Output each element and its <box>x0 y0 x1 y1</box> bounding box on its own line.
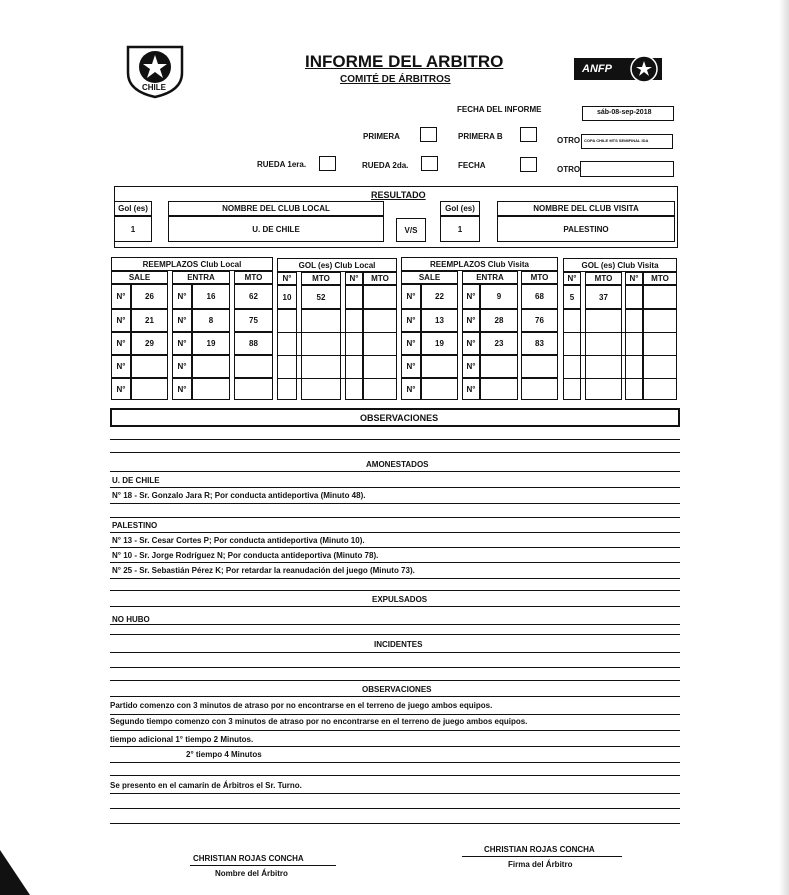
otro-value: COPA CHILE MTS SEMIFINAL IDA <box>584 138 649 143</box>
gol-visita-no-header-1: N° <box>563 272 581 285</box>
local-row-sale <box>131 378 168 400</box>
observaciones-box <box>110 408 680 427</box>
amonestado-item: N° 18 - Sr. Gonzalo Jara R; Por conducta antideportiva (Minuto 48). <box>112 491 366 500</box>
observaciones-box-title: OBSERVACIONES <box>360 413 439 423</box>
visita-row-no-entra: N° <box>462 284 480 309</box>
visita-row-entra: 23 <box>480 332 518 355</box>
incidentes-title: INCIDENTES <box>374 640 423 649</box>
gol-visita-rowline <box>563 332 677 333</box>
visita-goals: 1 <box>440 216 480 242</box>
visita-row-sale: 19 <box>421 332 458 355</box>
local-row-no-entra: N° <box>172 309 192 332</box>
rule-line <box>110 823 680 824</box>
local-row-mto: 62 <box>234 284 273 309</box>
rule-line <box>110 452 680 453</box>
page-corner-shadow <box>0 850 30 895</box>
rule-line <box>110 714 680 715</box>
local-row-no-entra: N° <box>172 332 192 355</box>
visita-row-sale: 22 <box>421 284 458 309</box>
local-row-entra: 8 <box>192 309 230 332</box>
visita-row-no-sale: N° <box>401 355 421 378</box>
gol-local-no-header-1: N° <box>277 272 297 285</box>
visita-row-mto: 68 <box>521 284 558 309</box>
gol-visita-no-2 <box>625 285 643 309</box>
local-row-entra <box>192 355 230 378</box>
gol-visita-no-1: 5 <box>563 285 581 309</box>
gol-local-no-2 <box>345 285 363 309</box>
gol-local-rowline <box>277 355 397 356</box>
visita-row-mto <box>521 378 558 400</box>
signature-left-line <box>190 865 336 866</box>
anfp-logo-text: ANFP <box>582 63 612 75</box>
amonestado-item: N° 25 - Sr. Sebastián Pérez K; Por retardar la reanudación del juego (Minuto 73). <box>112 566 415 575</box>
local-gol-label: Gol (es) <box>114 201 152 216</box>
primera-b-checkbox[interactable] <box>520 127 537 142</box>
visita-row-mto <box>521 355 558 378</box>
visita-row-no-entra: N° <box>462 309 480 332</box>
local-row-entra: 16 <box>192 284 230 309</box>
local-row-sale: 29 <box>131 332 168 355</box>
amonestados-visita-team: PALESTINO <box>112 521 158 530</box>
local-row-no-entra: N° <box>172 355 192 378</box>
report-subtitle: COMITÉ DE ÁRBITROS <box>340 74 451 85</box>
local-row-mto: 75 <box>234 309 273 332</box>
otro-field <box>581 134 673 149</box>
gol-local-header: GOL (es) Club Local <box>277 258 397 272</box>
visita-club-label: NOMBRE DEL CLUB VISITA <box>497 201 675 216</box>
rule-line <box>110 652 680 653</box>
gol-visita-mto-header-2: MTO <box>643 272 677 285</box>
rule-line <box>110 562 680 563</box>
vs-label: V/S <box>396 218 426 242</box>
gol-visita-mto-header-1: MTO <box>585 272 622 285</box>
visita-row-mto: 76 <box>521 309 558 332</box>
resultado-title: RESULTADO <box>371 190 426 200</box>
local-entra-header: ENTRA <box>172 271 230 284</box>
observaciones-title: OBSERVACIONES <box>362 685 432 694</box>
gol-visita-header: GOL (es) Club Visita <box>563 258 677 272</box>
visita-row-entra: 28 <box>480 309 518 332</box>
gol-visita-no-header-2: N° <box>625 272 643 285</box>
fecha-label: FECHA <box>458 161 486 170</box>
rule-line <box>110 808 680 809</box>
visita-row-entra <box>480 355 518 378</box>
visita-row-sale <box>421 355 458 378</box>
rule-line <box>110 487 680 488</box>
local-row-entra: 19 <box>192 332 230 355</box>
amonestado-item: N° 13 - Sr. Cesar Cortes P; Por conducta antideportiva (Minuto 10). <box>112 536 365 545</box>
visita-row-no-sale: N° <box>401 332 421 355</box>
signature-left-label: Nombre del Árbitro <box>215 869 288 878</box>
rule-line <box>110 439 680 440</box>
rule-line <box>110 680 680 681</box>
visita-row-sale: 13 <box>421 309 458 332</box>
visita-row-no-entra: N° <box>462 378 480 400</box>
primera-b-label: PRIMERA B <box>458 132 503 141</box>
gol-local-mto-header-2: MTO <box>363 272 397 285</box>
local-goals: 1 <box>114 216 152 242</box>
observacion-line: Partido comenzo con 3 minutos de atraso por no encontrarse en el terreno de juego ambos equipos. <box>110 701 493 710</box>
local-row-sale: 21 <box>131 309 168 332</box>
rule-line <box>110 471 680 472</box>
rule-line <box>110 624 680 625</box>
amonestados-title: AMONESTADOS <box>366 460 429 469</box>
otro2-field <box>580 161 674 177</box>
rule-line <box>110 746 680 747</box>
gol-visita-mto-1: 37 <box>585 285 622 309</box>
anfp-logo <box>572 52 664 86</box>
observacion-line: tiempo adicional 1° tiempo 2 Minutos. <box>110 735 254 744</box>
rule-line <box>110 634 680 635</box>
rule-line <box>110 762 680 763</box>
gol-local-rowline <box>277 378 397 379</box>
visita-row-no-sale: N° <box>401 309 421 332</box>
visita-row-sale <box>421 378 458 400</box>
rueda1-checkbox[interactable] <box>319 156 336 171</box>
gol-local-mto-header-1: MTO <box>301 272 341 285</box>
rule-line <box>110 667 680 668</box>
rule-line <box>110 606 680 607</box>
observacion-line: Segundo tiempo comenzo con 3 minutos de atraso por no encontrarse en el terreno de juego ambos equipos. <box>110 717 528 726</box>
rule-line <box>110 793 680 794</box>
visita-row-entra <box>480 378 518 400</box>
local-sale-header: SALE <box>111 271 168 284</box>
local-row-no-sale: N° <box>111 284 131 309</box>
gol-visita-rowline <box>563 355 677 356</box>
rule-line <box>110 775 680 776</box>
signature-left-name: CHRISTIAN ROJAS CONCHA <box>193 854 304 863</box>
fecha-informe-label: FECHA DEL INFORME <box>457 105 542 114</box>
local-row-mto <box>234 378 273 400</box>
signature-right-name: CHRISTIAN ROJAS CONCHA <box>484 845 595 854</box>
expulsados-text: NO HUBO <box>112 615 150 624</box>
visita-row-entra: 9 <box>480 284 518 309</box>
visita-mto-header: MTO <box>521 271 558 284</box>
local-row-no-entra: N° <box>172 378 192 400</box>
page-edge-shadow <box>779 0 789 895</box>
rueda2-checkbox[interactable] <box>421 156 438 171</box>
reemplazos-local-header: REEMPLAZOS Club Local <box>111 257 273 271</box>
gol-visita-mto-2 <box>643 285 677 309</box>
visita-entra-header: ENTRA <box>462 271 518 284</box>
gol-visita-rowline <box>563 378 677 379</box>
rule-line <box>110 696 680 697</box>
fecha-informe-value: sáb-08-sep-2018 <box>597 109 652 116</box>
local-row-no-sale: N° <box>111 355 131 378</box>
gol-local-mto-1: 52 <box>301 285 341 309</box>
rule-line <box>110 517 680 518</box>
local-row-no-sale: N° <box>111 309 131 332</box>
rueda1-label: RUEDA 1era. <box>257 160 307 169</box>
visita-gol-label: Gol (es) <box>440 201 480 216</box>
gol-local-rowline <box>277 332 397 333</box>
local-row-no-entra: N° <box>172 284 192 309</box>
rule-line <box>110 547 680 548</box>
observacion-line: 2° tiempo 4 Minutos <box>186 750 262 759</box>
fecha-checkbox[interactable] <box>520 157 537 172</box>
local-row-no-sale: N° <box>111 332 131 355</box>
rule-line <box>110 590 680 591</box>
gol-local-mto-2 <box>363 285 397 309</box>
visita-row-no-sale: N° <box>401 284 421 309</box>
local-mto-header: MTO <box>234 271 273 284</box>
otro2-label: OTRO <box>557 165 581 174</box>
gol-local-no-1: 10 <box>277 285 297 309</box>
local-row-sale: 26 <box>131 284 168 309</box>
rueda2-label: RUEDA 2da. <box>362 161 409 170</box>
chile-logo <box>124 43 186 99</box>
report-title: INFORME DEL ARBITRO <box>305 52 504 71</box>
rule-line <box>110 532 680 533</box>
visita-row-no-entra: N° <box>462 332 480 355</box>
signature-right-line <box>462 856 622 857</box>
local-row-mto <box>234 355 273 378</box>
amonestado-item: N° 10 - Sr. Jorge Rodríguez N; Por conducta antideportiva (Minuto 78). <box>112 551 379 560</box>
chile-logo-text: CHILE <box>142 83 166 92</box>
visita-row-no-sale: N° <box>401 378 421 400</box>
rule-line <box>110 503 680 504</box>
local-club-label: NOMBRE DEL CLUB LOCAL <box>168 201 384 216</box>
local-row-sale <box>131 355 168 378</box>
local-row-mto: 88 <box>234 332 273 355</box>
rule-line <box>110 730 680 731</box>
rule-line <box>110 578 680 579</box>
local-club-name: U. DE CHILE <box>168 216 384 242</box>
local-row-entra <box>192 378 230 400</box>
amonestados-local-team: U. DE CHILE <box>112 476 160 485</box>
otro-label: OTRO <box>557 136 581 145</box>
visita-row-no-entra: N° <box>462 355 480 378</box>
gol-local-no-header-2: N° <box>345 272 363 285</box>
fecha-informe-field <box>582 106 674 121</box>
reemplazos-visita-header: REEMPLAZOS Club Visita <box>401 257 558 271</box>
local-row-no-sale: N° <box>111 378 131 400</box>
primera-label: PRIMERA <box>363 132 400 141</box>
observacion-line: Se presento en el camarín de Árbitros el Sr. Turno. <box>110 781 302 790</box>
primera-checkbox[interactable] <box>420 127 437 142</box>
expulsados-title: EXPULSADOS <box>372 595 428 604</box>
signature-right-label: Firma del Árbitro <box>508 860 573 869</box>
visita-row-mto: 83 <box>521 332 558 355</box>
visita-club-name: PALESTINO <box>497 216 675 242</box>
visita-sale-header: SALE <box>401 271 458 284</box>
